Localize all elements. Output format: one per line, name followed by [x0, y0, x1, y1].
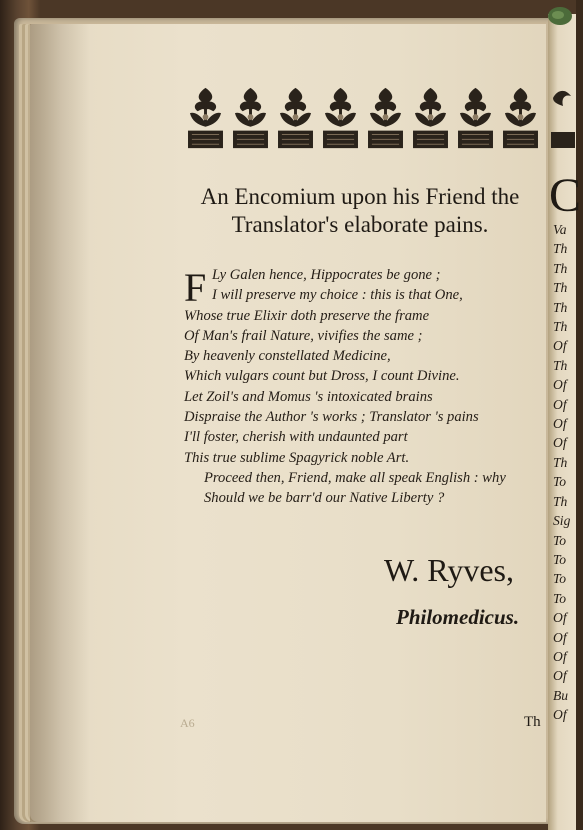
- poem-line: Proceed then, Friend, make all speak English : why: [204, 469, 506, 486]
- folio-ghost: A6: [180, 716, 195, 730]
- leaf-icon: [540, 4, 574, 28]
- right-page-line-start: To: [553, 590, 567, 606]
- right-page-line-start: Of: [553, 377, 567, 393]
- ornament-icon: [551, 84, 575, 152]
- right-page-text: [553, 220, 583, 725]
- ornamental-headpiece: [186, 84, 546, 154]
- right-page-line-start: To: [553, 571, 567, 587]
- page-title-line-2: Translator's elaborate pains.: [231, 212, 489, 237]
- right-page-line-start: Th: [553, 241, 568, 257]
- poem-line: Which vulgars count but Dross, I count Divine.: [184, 368, 460, 385]
- signature-name: W. Ryves,: [384, 552, 514, 588]
- ornament-icon: [186, 84, 225, 152]
- poem-line: Let Zoil's and Momus 's intoxicated brains: [184, 388, 433, 405]
- right-page-line-start: Of: [553, 435, 567, 451]
- ornament-icon: [456, 84, 495, 152]
- ornament-icon: [501, 84, 540, 152]
- right-page-line-start: Of: [553, 707, 567, 723]
- right-page-line-start: To: [553, 474, 567, 490]
- right-page-line-start: Th: [553, 454, 568, 470]
- drop-cap: F: [184, 265, 207, 310]
- right-page-line-start: Bu: [553, 687, 569, 703]
- poem-line: I will preserve my choice : this is that One,: [212, 287, 463, 304]
- right-page-line-start: Of: [553, 668, 567, 684]
- signature-title: Philomedicus.: [396, 605, 520, 629]
- ornament-icon: [231, 84, 270, 152]
- right-page-initial: C: [549, 169, 582, 222]
- ornament-icon: [411, 84, 450, 152]
- poem-line: Should we be barr'd our Native Liberty ?: [204, 490, 445, 507]
- ornament-icon: [321, 84, 360, 152]
- ornament-icon: [276, 84, 315, 152]
- right-page-line-start: Th: [553, 319, 568, 335]
- poem-line: Of Man's frail Nature, vivifies the same ;: [184, 327, 423, 344]
- poem-line: Dispraise the Author 's works ; Translator 's pains: [184, 409, 479, 426]
- right-page-line-start: Of: [553, 610, 567, 626]
- right-page-line-start: Sig: [553, 513, 571, 529]
- right-page-line-start: Th: [553, 357, 568, 373]
- poem-text: [184, 265, 544, 509]
- right-page-line-start: Th: [553, 493, 568, 509]
- poem-line: Ly Galen hence, Hippocrates be gone ;: [212, 267, 441, 283]
- right-page-line-start: Of: [553, 648, 567, 664]
- catchword: Th: [524, 714, 541, 730]
- poem-line: By heavenly constellated Medicine,: [184, 348, 391, 365]
- poem-line: Whose true Elixir doth preserve the frame: [184, 307, 430, 324]
- right-page-line-start: Of: [553, 416, 567, 432]
- right-page-line-start: Va: [553, 222, 567, 237]
- right-page-line-start: Th: [553, 260, 568, 276]
- right-page-line-start: Of: [553, 338, 567, 354]
- ornament-icon: [366, 84, 405, 152]
- poem-line: This true sublime Spagyrick noble Art.: [184, 449, 410, 466]
- right-page-line-start: To: [553, 532, 567, 548]
- right-page-line-start: Of: [553, 396, 567, 412]
- right-page-line-start: Th: [553, 299, 568, 315]
- page-title-line-1: An Encomium upon his Friend the: [200, 184, 520, 209]
- right-page-line-start: Of: [553, 629, 567, 645]
- poem-line: I'll foster, cherish with undaunted part: [184, 429, 408, 446]
- right-page-line-start: To: [553, 551, 567, 567]
- right-page-line-start: Th: [553, 280, 568, 296]
